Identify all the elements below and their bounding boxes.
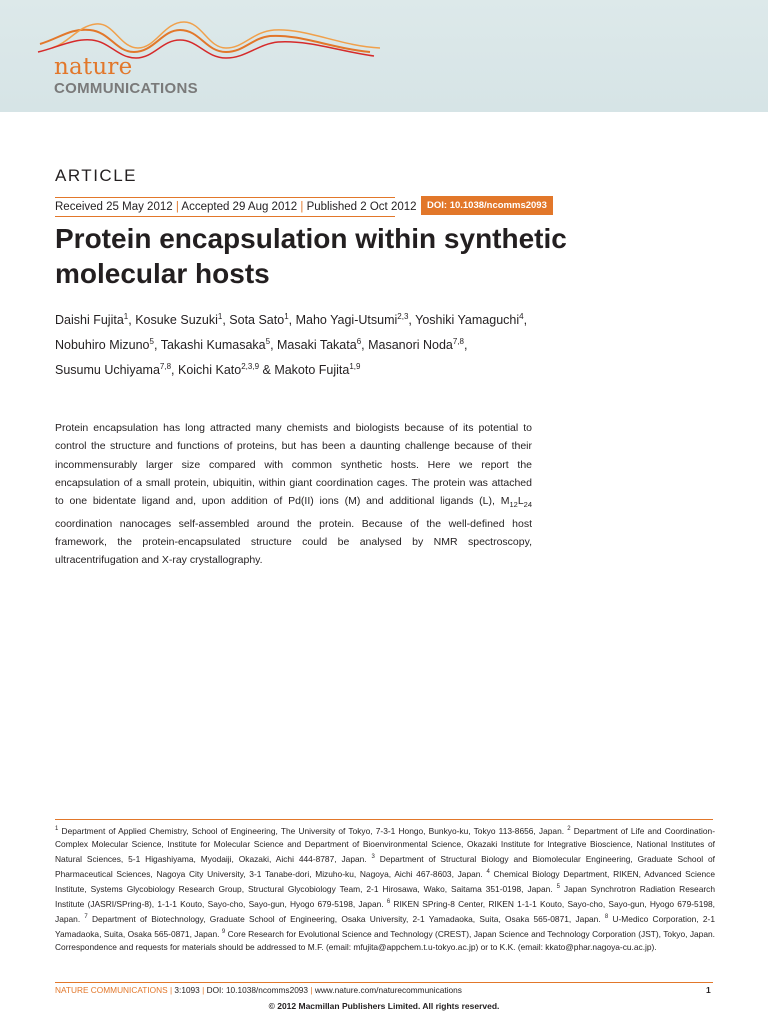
- author-name: Nobuhiro Mizuno: [55, 338, 150, 353]
- affiliations: [55, 823, 715, 954]
- abstract-text: coordination nanocages self-assembled around the protein. Because of the well-defined host framework, the protein-encapsulated structure could be analysed by NMR spectroscopy, ultracentrifugation and X-ray crystallography.: [55, 517, 532, 567]
- author-affiliation-marker: 1: [284, 312, 289, 321]
- abstract-text: Protein encapsulation has long attracted many chemists and biologists because of its potential to control the structure and functions of proteins, but has been a daunting challenge because of their incommensurably larger size compared with common synthetic hosts. Here we report the encapsulation of a small protein, ubiquitin, within giant coordination cages. The protein was attached to one bidentate ligand and, upon addition of Pd(II) ions (M) and additional ligands (L), M: [55, 422, 532, 508]
- author-affiliation-marker: 5: [149, 337, 154, 347]
- affiliation-text: Japan Synchrotron Radiation Research Institute (JASRI/SPring-8), 1-1-1 Kouto, Sayo-cho, Sayo-gun, Hyogo 679-5198, Japan.: [55, 883, 715, 909]
- author-affiliation-marker: 2,3: [397, 312, 409, 321]
- accepted-date: Accepted 29 Aug 2012: [181, 201, 298, 213]
- author-name: Yoshiki Yamaguchi: [415, 313, 520, 328]
- affiliation-number: 6: [386, 898, 391, 905]
- author-affiliation-marker: 7,8: [452, 337, 464, 347]
- affiliation-number: 1: [55, 826, 59, 832]
- author-name: Kosuke Suzuki: [135, 313, 218, 328]
- subscript: 24: [523, 500, 532, 510]
- author-list: Daishi Fujita$^1$, Kosuke Suzuki$^1$, Sota Sato$^1$, Maho Yagi-Utsumi$^{2,3}$, Yoshiki Yamaguchi$^4$, Nobuhiro Mizuno$^5$, Takashi Kumasaka$^5$, Masaki Takata$^6$, Masanori Noda$^{7,8}$, Susumu Uchiyama$^{7,8}$, Koichi Kato$^{2,3,9}$ & Makoto Fujita$^{1,9}$: [55, 312, 528, 378]
- author-name: Makoto Fujita: [274, 363, 350, 378]
- received-date: Received 25 May 2012: [55, 201, 173, 213]
- journal-logo-communications: COMMUNICATIONS: [54, 80, 198, 97]
- copyright-notice: © 2012 Macmillan Publishers Limited. All rights reserved.: [268, 1001, 500, 1011]
- affiliation-text: Core Research for Evolutional Science and Technology (CREST), Japan Science and Technology Corporation (JST), Tokyo, Japan.: [225, 928, 715, 939]
- author-name: Masanori Noda: [368, 338, 453, 353]
- author-affiliation-marker: 4: [519, 312, 524, 321]
- doi-badge[interactable]: DOI: 10.1038/ncomms2093: [421, 196, 553, 215]
- author-affiliation-marker: 1: [217, 312, 223, 321]
- author-name: Maho Yagi-Utsumi: [295, 313, 398, 328]
- affiliation-text: Department of Life and Coordination-Complex Molecular Science, Institute for Molecular Science and Department of Bioenvironmental Science, Okazaki Institute for Integrative Bioscience, National Institutes of Natural Sciences, 5-1 Higashiyama, Myodaiji, Okazaki, Aichi 444-8787, Japan.: [55, 825, 715, 864]
- footer-separator: |: [169, 985, 173, 995]
- footer-journal: NATURE COMMUNICATIONS: [55, 985, 168, 995]
- affiliation-text: Department of Applied Chemistry, School of Engineering, The University of Tokyo, 7-3-1 Hongo, Bunkyo-ku, Tokyo 113-8656, Japan.: [58, 825, 568, 836]
- affiliation-number: 7: [84, 913, 88, 920]
- footer-doi: DOI: 10.1038/ncomms2093: [206, 985, 309, 995]
- footer-separator: |: [202, 985, 205, 995]
- affiliation-text: Department of Biotechnology, Graduate School of Engineering, Osaka University, 2-1 Yamadaoka, Suita, Osaka 565-0871, Japan.: [87, 913, 605, 924]
- author-name: Takashi Kumasaka: [160, 338, 266, 353]
- affiliation-number: 5: [556, 884, 560, 891]
- author-affiliation-marker: 7,8: [159, 362, 172, 372]
- footer-volume: 3:1093: [174, 985, 200, 995]
- author-name: Susumu Uchiyama: [55, 363, 160, 378]
- affiliation-text: RIKEN SPring-8 Center, RIKEN 1-1-1 Kouto, Sayo-cho, Sayo-gun, Hyogo 679-5198, Japan.: [55, 898, 715, 924]
- article-dates: [55, 197, 417, 217]
- affiliation-number: 9: [221, 928, 226, 935]
- footer-separator: |: [310, 985, 313, 995]
- author-affiliation-marker: 2,3,9: [241, 362, 260, 372]
- article-title: Protein encapsulation within synthetic molecular hosts: [55, 223, 567, 289]
- footer-url[interactable]: www.nature.com/naturecommunications: [314, 985, 462, 995]
- abstract-text: L: [517, 495, 524, 508]
- abstract: [55, 419, 532, 569]
- author-affiliation-marker: 1,9: [349, 362, 361, 372]
- correspondence-note: Correspondence and requests for materials should be addressed to M.F. (email: mfujita@appchem.t.u-tokyo.ac.jp) or to K.K. (email: kkato@phar.nagoya-cu.ac.jp).: [55, 941, 657, 952]
- author-affiliation-marker: 1: [123, 312, 129, 321]
- affiliation-text: Department of Structural Biology and Biomolecular Engineering, Graduate School of Pharmaceutical Sciences, Nagoya City University, 3-1 Tanabe-dori, Mizuho-ku, Nagoya, Aichi 467-8603, Japan.: [55, 853, 715, 879]
- affiliation-number: 3: [371, 854, 375, 861]
- affiliation-text: Chemical Biology Department, RIKEN, Advanced Science Institute, Systems Glycobiology Research Group, Structural Glycobiology Team, 2-1 Hirosawa, Wako, Saitama 351-0198, Japan.: [55, 868, 715, 894]
- author-affiliation-marker: 5: [265, 337, 271, 347]
- journal-header-band: [0, 0, 768, 112]
- article-type-label: ARTICLE: [55, 166, 137, 185]
- affiliations-divider: [55, 819, 713, 820]
- subscript: 12: [509, 500, 518, 510]
- affiliation-number: 4: [486, 869, 490, 876]
- affiliation-number: 8: [604, 913, 609, 920]
- date-separator: |: [300, 201, 304, 213]
- published-date: Published 2 Oct 2012: [306, 201, 417, 213]
- author-name: Daishi Fujita: [55, 313, 124, 328]
- date-separator: |: [175, 201, 179, 213]
- author-name: Masaki Takata: [277, 338, 357, 353]
- author-name: Koichi Kato: [177, 363, 242, 378]
- footer-divider: [55, 982, 713, 983]
- author-affiliation-marker: 6: [356, 337, 362, 347]
- author-name: Sota Sato: [229, 313, 285, 328]
- page-footer: [55, 985, 462, 995]
- journal-logo-nature: nature: [54, 54, 133, 80]
- affiliation-number: 2: [567, 826, 571, 832]
- affiliation-text: U-Medico Corporation, 2-1 Yamadaoka, Suita, Osaka 565-0871, Japan.: [55, 913, 715, 939]
- page-number: 1: [706, 985, 711, 995]
